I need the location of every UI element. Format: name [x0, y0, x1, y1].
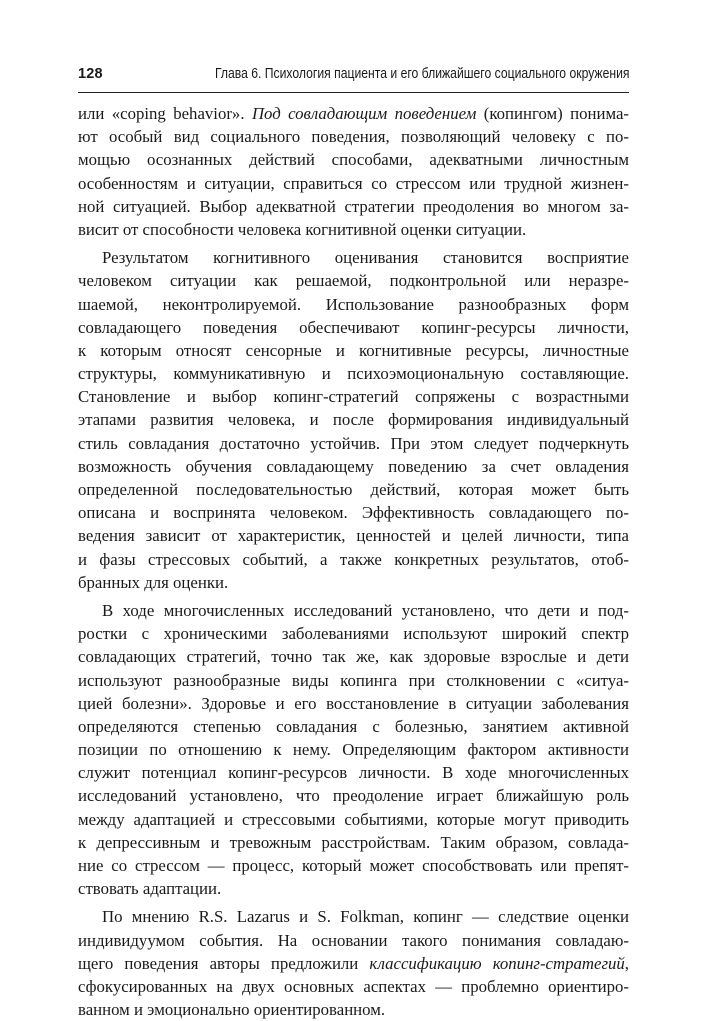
- page-header: [78, 62, 629, 93]
- text-line: [78, 102, 629, 125]
- text-segment: висит от способности человека когнитивной оценки ситуации.: [78, 219, 527, 239]
- text-segment: мощью осознанных действий способами, адекватными личностным: [78, 150, 629, 170]
- text-line: [78, 293, 629, 316]
- text-segment: стиль совладания достаточно устойчив. При этом следует подчеркнуть: [78, 433, 629, 453]
- running-title: Глава 6. Психология пациента и его ближайшего социального окружения: [214, 66, 629, 82]
- text-segment: ствовать адаптации.: [78, 879, 222, 899]
- text-segment: исследований установлено, что преодоление играет ближайшую роль: [78, 786, 629, 806]
- text-segment: к которым относят сенсорные и когнитивные ресурсы, личностные: [78, 340, 629, 360]
- text-segment: шаемой, неконтролируемой. Использование разнообразных форм: [78, 294, 629, 314]
- text-line: [78, 998, 629, 1021]
- text-line: [78, 218, 629, 241]
- text-line: [78, 172, 629, 195]
- text-segment: По мнению R.S. Lazarus и S. Folkman, копинг — следствие оценки: [102, 907, 629, 927]
- text-line: [78, 831, 629, 854]
- text-line: [78, 645, 629, 668]
- text-segment: совладающего поведения обеспечивают копинг-ресурсы личности,: [78, 317, 629, 337]
- text-line: [78, 125, 629, 148]
- text-line: [78, 246, 629, 269]
- text-segment: ведения зависит от характеристик, ценностей и целей личности, типа: [78, 526, 629, 546]
- text-line: [78, 269, 629, 292]
- text-segment: между адаптацией и стрессовыми событиями, которые могут приводить: [78, 809, 629, 829]
- text-segment: позиции по отношению к нему. Определяющим фактором активности: [78, 740, 629, 760]
- text-line: [78, 622, 629, 645]
- text-segment: особенностям и ситуации, справиться со стрессом или трудной жизнен-: [78, 173, 629, 193]
- text-line: [78, 455, 629, 478]
- text-segment: Результатом когнитивного оценивания становится восприятие: [102, 248, 629, 268]
- text-segment: щего поведения авторы предложили: [78, 953, 370, 973]
- paragraph: [78, 246, 629, 594]
- text-segment: ние со стрессом — процесс, который может способствовать или препят-: [78, 856, 629, 875]
- text-line: [78, 432, 629, 455]
- text-line: [78, 599, 629, 622]
- text-segment: сфокусированных на двух основных аспектах — проблемно ориентиро-: [78, 976, 629, 996]
- text-line: [78, 905, 629, 928]
- text-segment: к депрессивным и тревожным расстройствам. Таким образом, совлада-: [78, 832, 629, 852]
- text-segment: ванном и эмоционально ориентированном.: [78, 1000, 386, 1020]
- text-segment: этапами развития человека, и после формирования индивидуальный: [78, 410, 629, 430]
- paragraph: [78, 102, 629, 241]
- italic-term: классификацию копинг-стратегий: [369, 953, 625, 973]
- text-segment: ют особый вид социального поведения, позволяющий человеку с по-: [78, 127, 629, 147]
- text-segment: ной ситуацией. Выбор адекватной стратегии преодоления во многом за-: [78, 196, 629, 216]
- text-segment: определенной последовательностью действий, которая может быть: [78, 480, 629, 499]
- text-line: [78, 808, 629, 831]
- paragraph: [78, 905, 629, 1021]
- text-segment: индивидуумом события. На основании такого понимания совладаю-: [78, 930, 629, 950]
- text-segment: и фазы стрессовых событий, а также конкретных результатов, отоб-: [78, 549, 629, 569]
- body-text: [78, 102, 629, 1021]
- text-segment: человеком ситуации как решаемой, подконтрольной или неразре-: [78, 271, 629, 291]
- text-line: [78, 715, 629, 738]
- text-line: [78, 501, 629, 524]
- text-line: [78, 195, 629, 218]
- text-line: [78, 524, 629, 547]
- text-line: [78, 548, 629, 571]
- text-line: [78, 738, 629, 761]
- text-line: [78, 854, 629, 877]
- text-segment: бранных для оценки.: [78, 572, 229, 592]
- text-line: [78, 975, 629, 998]
- text-segment: ростки с хроническими заболеваниями используют широкий спектр: [78, 624, 629, 644]
- text-line: [78, 385, 629, 408]
- italic-term: Под совладающим поведением: [251, 104, 477, 123]
- text-segment: используют разнообразные виды копинга при столкновении с «ситуа-: [78, 670, 629, 690]
- text-line: [78, 929, 629, 952]
- text-line: [78, 877, 629, 900]
- text-line: [78, 952, 629, 975]
- text-line: [78, 571, 629, 594]
- text-line: [78, 478, 629, 501]
- text-segment: совладающих стратегий, точно так же, как здоровые взрослые и дети: [78, 647, 629, 667]
- text-segment: ,: [624, 953, 629, 973]
- text-line: [78, 339, 629, 362]
- text-segment: или «coping behavior».: [78, 104, 252, 123]
- text-line: [78, 669, 629, 692]
- text-segment: цией болезни». Здоровье и его восстановление в ситуации заболевания: [78, 693, 629, 713]
- text-segment: описана и воспринята человеком. Эффективность совладающего по-: [78, 503, 629, 523]
- text-segment: В ходе многочисленных исследований установлено, что дети и под-: [102, 600, 629, 620]
- text-line: [78, 692, 629, 715]
- text-line: [78, 408, 629, 431]
- text-line: [78, 362, 629, 385]
- page-number: 128: [78, 66, 103, 82]
- text-segment: Становление и выбор копинг-стратегий сопряжены с возрастными: [78, 387, 629, 407]
- text-segment: структуры, коммуникативную и психоэмоциональную составляющие.: [78, 364, 629, 384]
- text-line: [78, 784, 629, 807]
- text-line: [78, 761, 629, 784]
- text-line: [78, 148, 629, 171]
- text-segment: возможность обучения совладающему поведению за счет овладения: [78, 456, 629, 476]
- text-segment: (копингом) понима-: [476, 104, 630, 123]
- text-line: [78, 316, 629, 339]
- text-segment: служит потенциал копинг-ресурсов личности. В ходе многочисленных: [78, 763, 629, 783]
- paragraph: [78, 599, 629, 900]
- text-segment: определяются степенью совладания с болезнью, занятием активной: [78, 716, 629, 736]
